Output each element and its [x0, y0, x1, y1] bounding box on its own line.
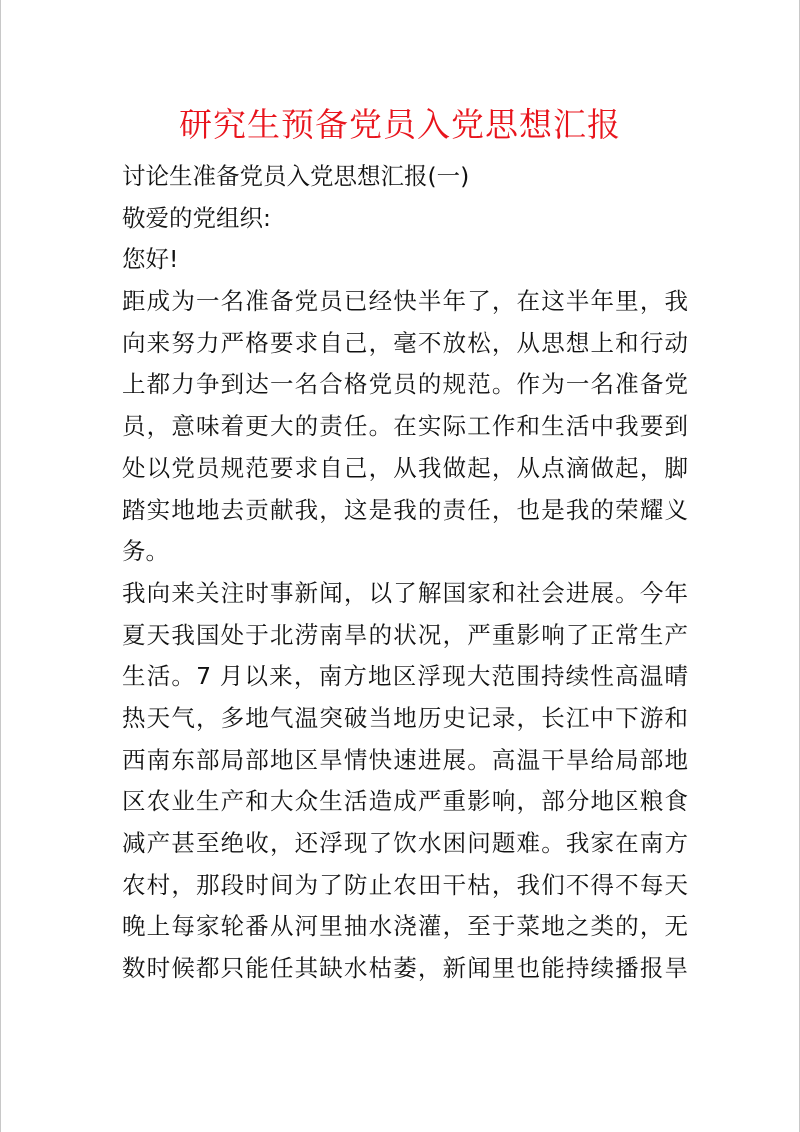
paragraph-line: 数时候都只能任其缺水枯萎，新闻里也能持续播报旱	[122, 954, 688, 983]
paragraph-line: 处以党员规范要求自己，从我做起，从点滴做起，脚	[122, 453, 688, 482]
paragraph-line: 农村，那段时间为了防止农田干枯，我们不得不每天	[122, 870, 688, 899]
paragraph-line: 我向来关注时事新闻，以了解国家和社会进展。今年	[122, 578, 688, 607]
paragraph-line: 生活。7 月以来，南方地区浮现大范围持续性高温晴	[122, 662, 688, 691]
paragraph-line: 向来努力严格要求自己，毫不放松，从思想上和行动	[122, 328, 688, 357]
document-body	[122, 156, 688, 990]
paragraph-line: 西南东部局部地区旱情快速进展。高温干旱给局部地	[122, 745, 688, 774]
subtitle-line: 讨论生准备党员入党思想汇报(一)	[122, 162, 470, 190]
paragraph-line: 务。	[122, 537, 169, 566]
greeting-line: 您好!	[122, 245, 179, 274]
paragraph-line: 减产甚至绝收，还浮现了饮水困问题难。我家在南方	[122, 829, 688, 857]
paragraph-line: 员，意味着更大的责任。在实际工作和生活中我要到	[122, 412, 688, 441]
paragraph-line: 晚上每家轮番从河里抽水浇灌，至于菜地之类的，无	[122, 912, 688, 941]
paragraph-line: 区农业生产和大众生活造成严重影响，部分地区粮食	[122, 787, 688, 816]
paragraph-line: 上都力争到达一名合格党员的规范。作为一名准备党	[122, 370, 688, 399]
paragraph-line: 距成为一名准备党员已经快半年了，在这半年里，我	[122, 287, 688, 316]
salutation-line: 敬爱的党组织:	[122, 203, 271, 232]
paragraph-line: 热天气，多地气温突破当地历史记录，长江中下游和	[122, 703, 688, 732]
paragraph-line: 夏天我国处于北涝南旱的状况，严重影响了正常生产	[122, 620, 688, 649]
paragraph-line: 踏实地地去贡献我，这是我的责任，也是我的荣耀义	[122, 495, 688, 524]
document-title: 研究生预备党员入党思想汇报	[179, 105, 621, 144]
